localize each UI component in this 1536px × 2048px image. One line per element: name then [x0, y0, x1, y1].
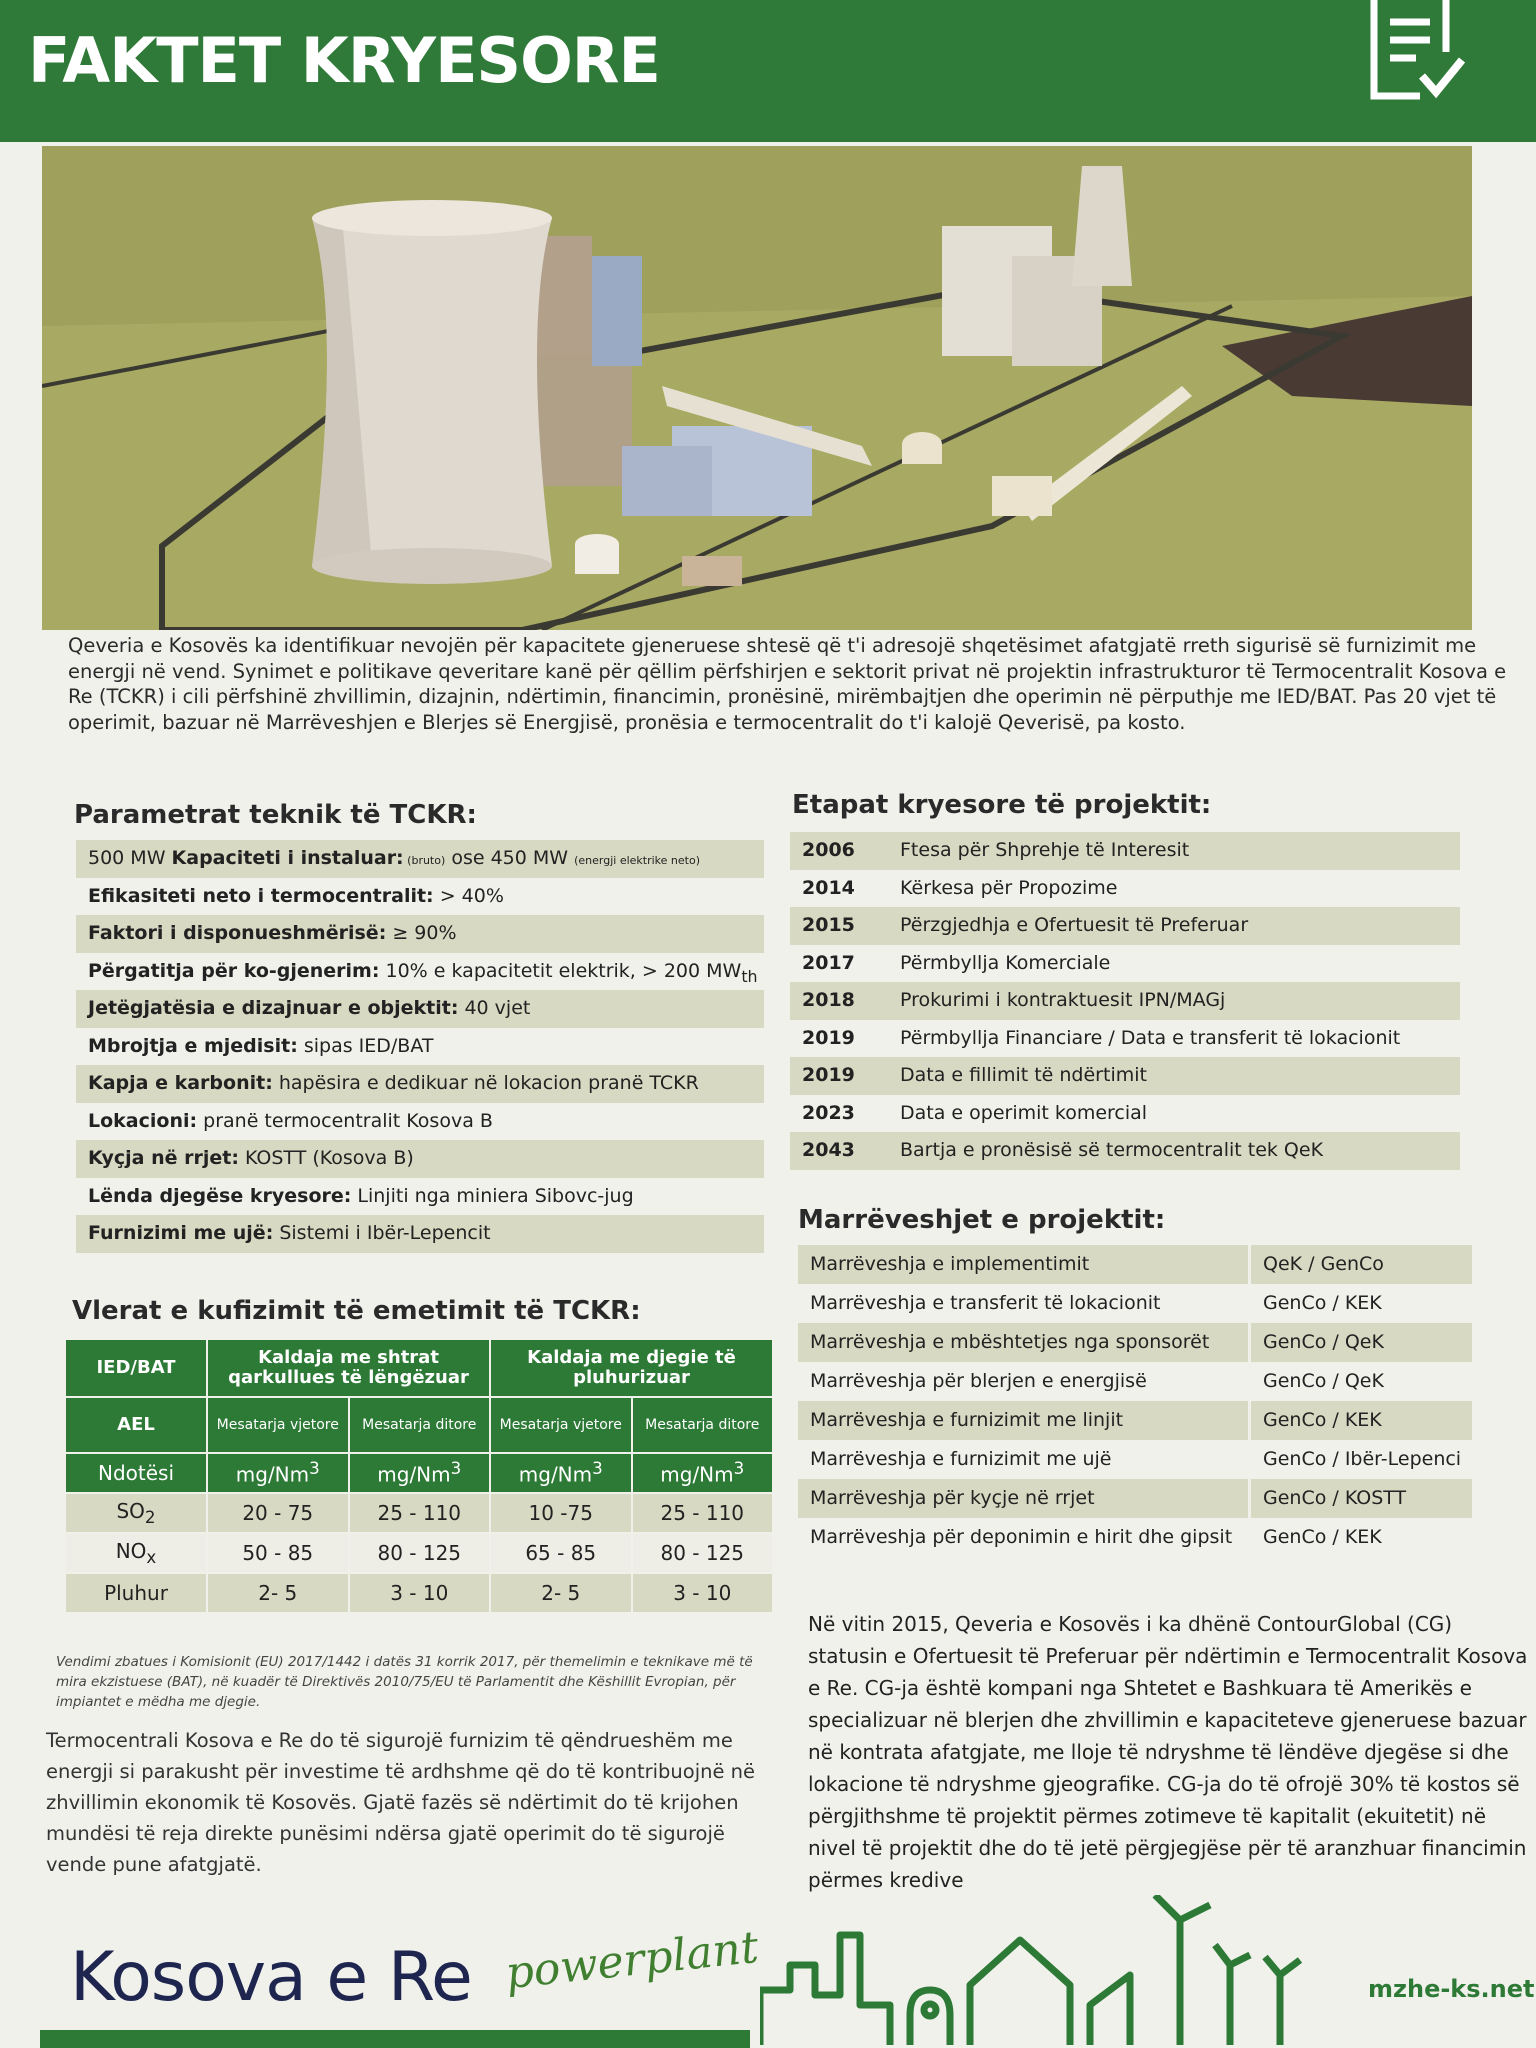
milestone-text: Ftesa për Shprehje të Interesit — [900, 839, 1190, 861]
milestone-row — [790, 1095, 1460, 1133]
emission-value: 25 - 110 — [632, 1493, 774, 1533]
param-note: th — [741, 966, 758, 986]
milestone-year: 2019 — [802, 1026, 855, 1049]
milestone-year: 2019 — [802, 1064, 855, 1086]
pollutant-name — [65, 1533, 207, 1573]
annual-header: Mesatarja vjetore — [490, 1397, 632, 1453]
milestone-text: Data e fillimit të ndërtimit — [900, 1064, 1147, 1086]
param-value: KOSTT (Kosova B) — [238, 1147, 414, 1169]
agreement-parties: GenCo / KEK — [1248, 1401, 1472, 1440]
ied-bat-header: IED/BAT — [65, 1339, 207, 1397]
unit-sup: 3 — [309, 1459, 320, 1479]
agreement-name: Marrëveshja për blerjen e energjisë — [810, 1370, 1147, 1392]
param-label: Përgatitja për ko-gjenerim: — [88, 959, 380, 982]
unit-cell — [632, 1453, 774, 1493]
emission-value: 80 - 125 — [632, 1533, 774, 1573]
milestone-year: 2023 — [802, 1101, 855, 1124]
param-row — [76, 1103, 764, 1141]
agreement-name: Marrëveshja e furnizimit me ujë — [810, 1448, 1112, 1470]
agreement-name: Marrëveshja e furnizimit me linjit — [810, 1409, 1124, 1431]
param-prefix: 500 MW — [88, 847, 172, 869]
agreement-name: Marrëveshja e transferit të lokacionit — [810, 1292, 1161, 1314]
agreement-parties: QeK / GenCo — [1248, 1245, 1472, 1284]
param-label: Furnizimi me ujë: — [88, 1222, 274, 1244]
param-label: Kyçja në rrjet: — [88, 1147, 239, 1169]
param-value: ose 450 MW — [445, 847, 575, 869]
unit-text: mg/Nm — [660, 1462, 734, 1487]
unit-cell — [490, 1453, 632, 1493]
milestone-text: Data e operimit komercial — [900, 1101, 1148, 1124]
param-value: 10% e kapacitetit elektrik, > 200 MW — [379, 959, 742, 982]
pollutant-symbol: SO — [116, 1499, 145, 1523]
agreement-parties: GenCo / KOSTT — [1248, 1479, 1472, 1518]
milestone-row — [790, 1020, 1460, 1058]
emission-value: 2- 5 — [207, 1573, 349, 1613]
agreement-row — [798, 1479, 1472, 1518]
technical-params-list — [76, 840, 764, 1253]
emission-row — [65, 1573, 773, 1613]
param-label: Lënda djegëse kryesore: — [88, 1184, 352, 1207]
pollutant-subscript: 2 — [144, 1508, 156, 1527]
param-label: Faktori i disponueshmërisë: — [88, 922, 387, 944]
param-label: Lokacioni: — [88, 1109, 198, 1132]
param-label: Kapaciteti i instaluar: — [171, 847, 404, 869]
emission-value: 2- 5 — [490, 1573, 632, 1613]
employment-paragraph: Termocentrali Kosova e Re do të sigurojë furnizim të qëndrueshëm me energji si parakusht për investime të ardhshme që do të kontribuojnë në zhvillimin ekonomik të Kosovës. Gjatë fazës së ndërtimit do të krijohen mundësi të reja direkte punësimi ndërsa gjatë operimit do të sigurojë vende pune afatgjatë. — [46, 1729, 756, 1876]
unit-cell — [349, 1453, 491, 1493]
param-row — [76, 1215, 764, 1253]
agreements-title: Marrëveshjet e projektit: — [798, 1205, 1166, 1235]
pollutant-symbol: NO — [115, 1539, 147, 1563]
param-row — [76, 1065, 764, 1103]
agreement-row — [798, 1284, 1472, 1323]
brand-logo-script: powerplant — [503, 1921, 761, 2000]
unit-sup: 3 — [450, 1459, 462, 1479]
param-value: Sistemi i Ibër-Lepencit — [273, 1222, 491, 1244]
param-row — [76, 1178, 764, 1216]
milestone-year: 2014 — [802, 876, 855, 899]
emission-value: 80 - 125 — [349, 1533, 491, 1573]
param-row — [76, 990, 764, 1028]
agreement-parties: GenCo / QeK — [1248, 1362, 1472, 1401]
agreement-name: Marrëveshja për deponimin e hirit dhe gipsit — [810, 1526, 1233, 1548]
brand-logo: Kosova e Re — [70, 1938, 472, 2017]
agreement-name: Marrëveshja e mbështetjes nga sponsorët — [810, 1331, 1210, 1353]
pollutant-header: Ndotësi — [65, 1453, 207, 1493]
agreement-name: Marrëveshja e implementimit — [810, 1253, 1090, 1275]
boiler1-header: Kaldaja me shtrat qarkullues të lëngëzuar — [207, 1339, 490, 1397]
pollutant-subscript: x — [146, 1548, 157, 1567]
emission-row — [65, 1533, 773, 1573]
milestone-year: 2006 — [802, 839, 855, 861]
contourglobal-paragraph: Në vitin 2015, Qeveria e Kosovës i ka dhënë ContourGlobal (CG) statusin e Ofertuesit të Preferuar për ndërtimin e Termocentralit Kosova e Re. CG-ja është kompani nga Shtetet e Bashkuara të Amerikës e specializuar në blerjen dhe zhvillimin e kapaciteteve gjeneruese bazuar në kontrata afatgjate, me lloje të ndryshme të lëndëve djegëse si dhe lokacione të ndryshme gjeografike. CG-ja do të ofrojë 30% të kostos së përgjithshme të projektit përmes zotimeve të kapitalit (ekuitetit) në nivel të projektit dhe do të jetë përgjegjëse për të aranzhuar financimin përmes kredive — [808, 1612, 1528, 1892]
milestone-year: 2018 — [802, 989, 855, 1011]
agreements-list — [798, 1245, 1472, 1557]
emission-value: 10 -75 — [490, 1493, 632, 1533]
milestone-year: 2043 — [802, 1139, 855, 1161]
param-label: Kapja e karbonit: — [88, 1072, 273, 1094]
emissions-table — [64, 1338, 774, 1614]
agreement-parties: GenCo / KEK — [1248, 1284, 1472, 1323]
milestone-text: Përzgjedhja e Ofertuesit të Preferuar — [900, 914, 1249, 936]
emissions-title: Vlerat e kufizimit të emetimit të TCKR: — [72, 1296, 641, 1326]
param-value: pranë termocentralit Kosova B — [197, 1109, 493, 1132]
emission-value: 3 - 10 — [632, 1573, 774, 1613]
pollutant-name — [65, 1573, 207, 1613]
power-plant-rendering — [42, 146, 1472, 630]
milestone-row — [790, 1132, 1460, 1170]
milestone-row — [790, 832, 1460, 870]
milestone-year: 2015 — [802, 914, 855, 936]
param-row — [76, 1028, 764, 1066]
checklist-icon — [1356, 0, 1466, 110]
milestone-row — [790, 907, 1460, 945]
emission-row — [65, 1493, 773, 1533]
milestone-row — [790, 945, 1460, 983]
param-label: Jetëgjatësia e dizajnuar e objektit: — [88, 997, 459, 1019]
param-label: Mbrojtja e mjedisit: — [88, 1034, 298, 1057]
daily-header: Mesatarja ditore — [632, 1397, 774, 1453]
pollutant-symbol: Pluhur — [104, 1581, 168, 1605]
param-row — [76, 840, 764, 878]
unit-sup: 3 — [733, 1459, 745, 1479]
footer-bar — [40, 2030, 750, 2048]
param-value: Linjiti nga miniera Sibovc-jug — [351, 1184, 634, 1207]
header-bar — [0, 0, 1536, 142]
city-skyline-lightbulb-wind-turbines-icon — [760, 1895, 1380, 2048]
pollutant-name — [65, 1493, 207, 1533]
daily-header: Mesatarja ditore — [349, 1397, 491, 1453]
emission-value: 50 - 85 — [207, 1533, 349, 1573]
agreement-row — [798, 1440, 1472, 1479]
param-value: ≥ 90% — [386, 922, 457, 944]
params-title: Parametrat teknik të TCKR: — [74, 800, 477, 830]
param-row — [76, 953, 764, 991]
emission-value: 3 - 10 — [349, 1573, 491, 1613]
agreement-row — [798, 1518, 1472, 1557]
milestone-text: Përmbyllja Financiare / Data e transferit të lokacionit — [900, 1026, 1401, 1049]
param-row — [76, 878, 764, 916]
agreement-row — [798, 1245, 1472, 1284]
agreement-name: Marrëveshja për kyçje në rrjet — [810, 1487, 1095, 1509]
milestone-text: Bartja e pronësisë së termocentralit tek QeK — [900, 1139, 1324, 1161]
milestones-list — [790, 832, 1460, 1170]
website-link[interactable]: mzhe-ks.net — [1368, 1975, 1535, 2003]
unit-text: mg/Nm — [235, 1462, 310, 1487]
param-note: (bruto) — [403, 854, 446, 867]
agreement-row — [798, 1401, 1472, 1440]
param-row — [76, 1140, 764, 1178]
emissions-footnote: Vendimi zbatues i Komisionit (EU) 2017/1442 i datës 31 korrik 2017, për themelimin e teknikave më të mira ekzistuese (BAT), në kuadër të Direktivës 2010/75/EU të Parlamentit dhe Këshillit Evropian, për impiantet e mëdha me djegie. — [56, 1654, 753, 1710]
emission-value: 20 - 75 — [207, 1493, 349, 1533]
param-label: Efikasiteti neto i termocentralit: — [88, 884, 434, 907]
unit-sup: 3 — [592, 1459, 603, 1479]
milestone-row — [790, 870, 1460, 908]
param-value: 40 vjet — [458, 997, 531, 1019]
agreement-parties: GenCo / Ibër-Lepenci — [1248, 1440, 1472, 1479]
param-note: (energji elektrike neto) — [574, 854, 700, 867]
milestones-title: Etapat kryesore të projektit: — [792, 790, 1212, 820]
param-value: > 40% — [433, 884, 504, 907]
page-title: FAKTET KRYESORE — [28, 24, 660, 97]
boiler2-header: Kaldaja me djegie të pluhurizuar — [490, 1339, 773, 1397]
unit-cell — [207, 1453, 349, 1493]
param-value: sipas IED/BAT — [297, 1034, 434, 1057]
milestone-row — [790, 982, 1460, 1020]
milestone-text: Kërkesa për Propozime — [900, 876, 1118, 899]
unit-text: mg/Nm — [518, 1462, 593, 1487]
unit-text: mg/Nm — [377, 1462, 451, 1487]
emission-value: 25 - 110 — [349, 1493, 491, 1533]
milestone-row — [790, 1057, 1460, 1095]
agreement-row — [798, 1323, 1472, 1362]
agreement-row — [798, 1362, 1472, 1401]
intro-text: Qeveria e Kosovës ka identifikuar nevojën për kapacitete gjeneruese shtesë që t'i adresojë shqetësimet afatgjatë rreth sigurisë së furnizimit me energji në vend. Synimet e politikave qeveritare kanë për qëllim përfshirjen e sektorit privat në projektin infrastrukturor të Termocentralit Kosova e Re (TCKR) i cili përfshinë zhvillimin, dizajnin, ndërtimin, financimin, pronësinë, mirëmbajtjen dhe operimin në përputhje me IED/BAT. Pas 20 vjet të operimit, bazuar në Marrëveshjen e Blerjes së Energjisë, pronësia e termocentralit do t'i kalojë Qeverisë, pa kosto. — [68, 634, 1507, 734]
milestone-text: Përmbyllja Komerciale — [900, 951, 1111, 974]
ael-header: AEL — [65, 1397, 207, 1453]
agreement-parties: GenCo / QeK — [1248, 1323, 1472, 1362]
param-value: hapësira e dedikuar në lokacion pranë TCKR — [272, 1072, 699, 1094]
milestone-text: Prokurimi i kontraktuesit IPN/MAGj — [900, 989, 1226, 1011]
agreement-parties: GenCo / KEK — [1248, 1518, 1472, 1557]
emission-value: 65 - 85 — [490, 1533, 632, 1573]
milestone-year: 2017 — [802, 951, 855, 974]
annual-header: Mesatarja vjetore — [207, 1397, 349, 1453]
param-row — [76, 915, 764, 953]
